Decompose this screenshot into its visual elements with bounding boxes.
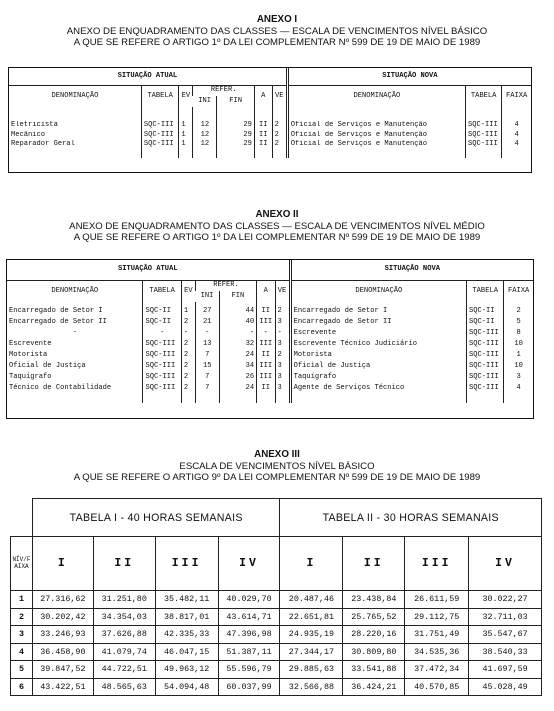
cell-ini: 12 bbox=[193, 121, 217, 131]
cell-ev: 2 bbox=[181, 383, 195, 394]
cell-tabela: SQC-III bbox=[143, 372, 181, 383]
cell-tabela: SQC-III bbox=[143, 383, 181, 394]
cell-value: 43.614,71 bbox=[218, 608, 280, 626]
cell-fin: - bbox=[219, 328, 256, 339]
cell-fin: 29 bbox=[217, 140, 255, 150]
cell-tabela: SQC-III bbox=[141, 131, 179, 141]
cell-value: 31.251,80 bbox=[93, 591, 155, 609]
table-row bbox=[7, 339, 533, 350]
table-row bbox=[7, 361, 533, 372]
cell-ve: 3 bbox=[275, 361, 290, 372]
cell-value: 33.246,93 bbox=[32, 626, 93, 644]
cell-a: II bbox=[257, 350, 275, 361]
anexo2-col-ve: VE bbox=[275, 280, 290, 302]
cell-value: 27.316,62 bbox=[32, 591, 93, 609]
anexo2-situacao-atual: SITUAÇÃO ATUAL bbox=[7, 260, 290, 280]
cell-tabela: SQC-III bbox=[143, 339, 181, 350]
table-row bbox=[9, 121, 531, 131]
anexo1-title: ANEXO I bbox=[256, 14, 298, 25]
corner-niv-faixa: NÍV/FAIXA bbox=[11, 537, 33, 591]
anexo2-col-ntabela: TABELA bbox=[467, 280, 504, 302]
cell-value: 34.354,03 bbox=[93, 608, 155, 626]
cell-ev: 2 bbox=[181, 339, 195, 350]
cell-ve: - bbox=[275, 328, 290, 339]
anexo2-col-tabela: TABELA bbox=[143, 280, 181, 302]
anexo1-col-ini: INI bbox=[198, 96, 212, 105]
cell-faixa: 2 bbox=[504, 306, 533, 317]
anexo3-body bbox=[11, 591, 542, 696]
cell-fin: 26 bbox=[219, 372, 256, 383]
col-header: II bbox=[93, 537, 155, 591]
anexo3-line1: ESCALA DE VENCIMENTOS NÍVEL BÁSICO bbox=[179, 460, 375, 472]
cell-faixa: 3 bbox=[504, 372, 533, 383]
table-row bbox=[11, 608, 542, 626]
cell-ev: - bbox=[181, 328, 195, 339]
cell-value: 49.963,12 bbox=[155, 661, 218, 679]
anexo3-line2: A QUE SE REFERE O ARTIGO 9º DA LEI COMPLEMENTAR Nº 599 DE 19 DE MAIO DE 1989 bbox=[73, 472, 481, 483]
cell-nova-denominacao: Escrevente Técnico Judiciário bbox=[290, 339, 466, 350]
cell-faixa: 10 bbox=[504, 361, 533, 372]
cell-value: 51.387,11 bbox=[218, 643, 280, 661]
cell-value: 38.540,33 bbox=[469, 643, 542, 661]
cell-value: 55.596,79 bbox=[218, 661, 280, 679]
cell-value: 40.570,85 bbox=[405, 678, 469, 696]
cell-nova-denominacao: Motorista bbox=[290, 350, 466, 361]
col-header: I bbox=[280, 537, 343, 591]
cell-fin: 29 bbox=[217, 131, 255, 141]
cell-value: 37.626,88 bbox=[93, 626, 155, 644]
cell-denominacao: Motorista bbox=[9, 350, 48, 359]
anexo1-col-a: A bbox=[254, 85, 272, 107]
anexo1-table bbox=[8, 67, 532, 173]
cell-ev: 1 bbox=[179, 121, 193, 131]
cell-nova-denominacao: Oficial de Serviços e Manutenção bbox=[287, 131, 465, 141]
cell-ev: 2 bbox=[181, 372, 195, 383]
tabela2-header: TABELA II - 30 HORAS SEMANAIS bbox=[280, 499, 542, 537]
cell-a: II bbox=[254, 131, 272, 141]
anexo1-col-ve: VE bbox=[272, 85, 287, 107]
cell-ini: 15 bbox=[195, 361, 219, 372]
cell-value: 23.438,84 bbox=[343, 591, 405, 609]
cell-faixa: 4 bbox=[502, 121, 531, 131]
cell-nova-denominacao: Encarregado de Setor I bbox=[290, 306, 466, 317]
cell-faixa: 4 bbox=[504, 383, 533, 394]
cell-denominacao: Escrevente bbox=[9, 339, 52, 348]
cell-ve: 2 bbox=[275, 350, 290, 361]
table-row bbox=[11, 678, 542, 696]
anexo2-col-ndenominacao: DENOMINAÇÃO bbox=[290, 280, 466, 302]
anexo1-col-denominacao: DENOMINAÇÃO bbox=[51, 91, 99, 100]
cell-ev: 1 bbox=[179, 131, 193, 141]
cell-value: 39.847,52 bbox=[32, 661, 93, 679]
cell-faixa: 5 bbox=[504, 317, 533, 328]
cell-ev: 2 bbox=[181, 350, 195, 361]
cell-faixa: 2 bbox=[11, 608, 33, 626]
cell-a: III bbox=[257, 361, 275, 372]
cell-faixa: 1 bbox=[504, 350, 533, 361]
cell-ini: 21 bbox=[195, 317, 219, 328]
cell-ini: 27 bbox=[195, 306, 219, 317]
table-row bbox=[11, 591, 542, 609]
cell-nova-tabela: SQC-III bbox=[467, 361, 504, 372]
cell-value: 38.817,01 bbox=[155, 608, 218, 626]
cell-ini: 12 bbox=[193, 140, 217, 150]
cell-value: 25.765,52 bbox=[343, 608, 405, 626]
cell-value: 35.482,11 bbox=[155, 591, 218, 609]
table-row bbox=[7, 383, 533, 394]
cell-nova-denominacao: Escrevente bbox=[290, 328, 466, 339]
anexo1-line1: ANEXO DE ENQUADRAMENTO DAS CLASSES — ESCALA DE VENCIMENTOS NÍVEL BÁSICO bbox=[66, 25, 488, 37]
cell-nova-tabela: SQC-III bbox=[467, 339, 504, 350]
anexo1-situacao-nova: SITUAÇÃO NOVA bbox=[287, 68, 531, 85]
cell-value: 47.396,98 bbox=[218, 626, 280, 644]
cell-fin: 44 bbox=[219, 306, 256, 317]
cell-value: 28.220,16 bbox=[343, 626, 405, 644]
anexo1-col-ev: EV bbox=[179, 85, 193, 107]
anexo3-table bbox=[10, 498, 542, 696]
cell-tabela: SQC-II bbox=[143, 306, 181, 317]
table-row bbox=[9, 131, 531, 141]
cell-faixa: 4 bbox=[502, 140, 531, 150]
cell-value: 41.079,74 bbox=[93, 643, 155, 661]
anexo2-col-denominacao: DENOMINAÇÃO bbox=[51, 286, 99, 295]
col-header: IV bbox=[469, 537, 542, 591]
cell-tabela: - bbox=[143, 328, 181, 339]
cell-ve: 3 bbox=[275, 372, 290, 383]
cell-ve: 3 bbox=[275, 339, 290, 350]
anexo1-header bbox=[0, 14, 554, 49]
cell-nova-denominacao: Oficial de Justiça bbox=[290, 361, 466, 372]
cell-value: 36.458,90 bbox=[32, 643, 93, 661]
table-row bbox=[11, 626, 542, 644]
cell-a: II bbox=[257, 306, 275, 317]
cell-faixa: 3 bbox=[11, 626, 33, 644]
cell-fin: 32 bbox=[219, 339, 256, 350]
cell-denominacao: Técnico de Contabilidade bbox=[9, 383, 112, 392]
cell-ve: 2 bbox=[275, 306, 290, 317]
anexo1-col-ndenominacao: DENOMINAÇÃO bbox=[287, 85, 465, 107]
cell-faixa: 10 bbox=[504, 339, 533, 350]
anexo2-situacao-nova: SITUAÇÃO NOVA bbox=[290, 260, 533, 280]
cell-tabela: SQC-III bbox=[143, 361, 181, 372]
table-row bbox=[7, 306, 533, 317]
anexo1-col-fin: FIN bbox=[217, 96, 255, 107]
cell-ve: 2 bbox=[272, 121, 287, 131]
cell-value: 31.751,49 bbox=[405, 626, 469, 644]
cell-denominacao: Eletricista bbox=[11, 121, 58, 129]
cell-ini: 13 bbox=[195, 339, 219, 350]
cell-value: 36.424,21 bbox=[343, 678, 405, 696]
cell-ini: - bbox=[195, 328, 219, 339]
cell-nova-tabela: SQC-III bbox=[467, 328, 504, 339]
anexo2-col-ev: EV bbox=[181, 280, 195, 302]
cell-value: 22.651,81 bbox=[280, 608, 343, 626]
cell-fin: 34 bbox=[219, 361, 256, 372]
cell-value: 33.541,88 bbox=[343, 661, 405, 679]
cell-nova-tabela: SQC-III bbox=[465, 121, 501, 131]
table-row bbox=[11, 643, 542, 661]
cell-nova-tabela: SQC-III bbox=[467, 383, 504, 394]
cell-tabela: SQC-III bbox=[141, 121, 179, 131]
cell-fin: 40 bbox=[219, 317, 256, 328]
cell-denominacao: Mecânico bbox=[11, 130, 46, 139]
cell-value: 45.028,49 bbox=[469, 678, 542, 696]
table-row bbox=[7, 350, 533, 361]
cell-faixa: 4 bbox=[11, 643, 33, 661]
cell-value: 40.029,70 bbox=[218, 591, 280, 609]
cell-value: 24.935,19 bbox=[280, 626, 343, 644]
cell-denominacao: Encarregado de Setor I bbox=[9, 306, 103, 315]
cell-nova-denominacao: Oficial de Serviços e Manutenção bbox=[287, 140, 465, 150]
anexo2-col-fin: FIN bbox=[219, 291, 256, 302]
cell-tabela: SQC-II bbox=[143, 317, 181, 328]
anexo1-situacao-atual: SITUAÇÃO ATUAL bbox=[9, 68, 287, 85]
cell-value: 37.472,34 bbox=[405, 661, 469, 679]
anexo3-title: ANEXO III bbox=[254, 449, 300, 460]
cell-value: 48.565,63 bbox=[93, 678, 155, 696]
cell-nova-tabela: SQC-II bbox=[467, 317, 504, 328]
cell-value: 29.112,75 bbox=[405, 608, 469, 626]
cell-tabela: SQC-III bbox=[143, 350, 181, 361]
cell-ve: 3 bbox=[275, 317, 290, 328]
cell-nova-tabela: SQC-III bbox=[467, 372, 504, 383]
anexo1-line2: A QUE SE REFERE O ARTIGO 1º DA LEI COMPLEMENTAR Nº 599 DE 19 DE MAIO DE 1989 bbox=[73, 37, 481, 48]
anexo2-line2: A QUE SE REFERE O ARTIGO 1º DA LEI COMPLEMENTAR Nº 599 DE 19 DE MAIO DE 1989 bbox=[73, 232, 481, 243]
cell-nova-tabela: SQC-III bbox=[467, 350, 504, 361]
cell-value: 42.335,33 bbox=[155, 626, 218, 644]
cell-a: - bbox=[257, 328, 275, 339]
cell-value: 30.202,42 bbox=[32, 608, 93, 626]
col-header: II bbox=[343, 537, 405, 591]
col-header: IV bbox=[218, 537, 280, 591]
anexo2-table bbox=[6, 259, 534, 419]
cell-fin: 29 bbox=[217, 121, 255, 131]
cell-value: 27.344,17 bbox=[280, 643, 343, 661]
cell-value: 32.566,88 bbox=[280, 678, 343, 696]
cell-value: 35.547,67 bbox=[469, 626, 542, 644]
table-row bbox=[7, 317, 533, 328]
cell-tabela: SQC-III bbox=[141, 140, 179, 150]
anexo1-col-tabela: TABELA bbox=[141, 85, 179, 107]
anexo1-col-refer: REFER. bbox=[193, 85, 254, 96]
cell-a: II bbox=[254, 140, 272, 150]
cell-nova-tabela: SQC-II bbox=[467, 306, 504, 317]
cell-ini: 7 bbox=[195, 372, 219, 383]
col-header: III bbox=[155, 537, 218, 591]
cell-a: II bbox=[257, 383, 275, 394]
cell-ve: 2 bbox=[272, 140, 287, 150]
cell-nova-denominacao: Oficial de Serviços e Manutenção bbox=[287, 121, 465, 131]
table-row bbox=[9, 140, 531, 150]
anexo3-header bbox=[0, 449, 554, 484]
cell-value: 30.809,80 bbox=[343, 643, 405, 661]
cell-nova-denominacao: Encarregado de Setor II bbox=[290, 317, 466, 328]
cell-a: III bbox=[257, 372, 275, 383]
cell-value: 41.697,59 bbox=[469, 661, 542, 679]
anexo2-header bbox=[0, 209, 554, 244]
cell-ini: 7 bbox=[195, 383, 219, 394]
cell-value: 29.885,63 bbox=[280, 661, 343, 679]
cell-value: 20.487,46 bbox=[280, 591, 343, 609]
cell-ev: 2 bbox=[181, 361, 195, 372]
anexo2-col-faixa: FAIXA bbox=[504, 280, 533, 302]
cell-ini: 7 bbox=[195, 350, 219, 361]
cell-value: 43.422,51 bbox=[32, 678, 93, 696]
cell-faixa: 5 bbox=[11, 661, 33, 679]
tabela1-header: TABELA I - 40 HORAS SEMANAIS bbox=[32, 499, 280, 537]
anexo2-line1: ANEXO DE ENQUADRAMENTO DAS CLASSES — ESCALA DE VENCIMENTOS NÍVEL MÉDIO bbox=[69, 220, 485, 232]
cell-faixa: 8 bbox=[504, 328, 533, 339]
anexo2-title: ANEXO II bbox=[255, 209, 299, 220]
cell-nova-denominacao: Taquígrafo bbox=[290, 372, 466, 383]
cell-ini: 12 bbox=[193, 131, 217, 141]
anexo2-col-ini: INI bbox=[200, 291, 214, 300]
cell-ev: 2 bbox=[181, 317, 195, 328]
anexo1-col-ntabela: TABELA bbox=[465, 85, 501, 107]
anexo2-col-a: A bbox=[257, 280, 275, 302]
col-header: III bbox=[405, 537, 469, 591]
cell-ev: 1 bbox=[179, 140, 193, 150]
cell-value: 32.711,03 bbox=[469, 608, 542, 626]
cell-value: 54.094,48 bbox=[155, 678, 218, 696]
cell-denominacao: Taquígrafo bbox=[9, 372, 52, 381]
cell-nova-denominacao: Agente de Serviços Técnico bbox=[290, 383, 466, 394]
cell-value: 44.722,51 bbox=[93, 661, 155, 679]
cell-value: 60.037,99 bbox=[218, 678, 280, 696]
table-row bbox=[7, 328, 533, 339]
cell-ve: 2 bbox=[272, 131, 287, 141]
col-header: I bbox=[32, 537, 93, 591]
anexo1-col-faixa: FAIXA bbox=[502, 85, 531, 107]
cell-value: 46.047,15 bbox=[155, 643, 218, 661]
cell-denominacao: Encarregado de Setor II bbox=[9, 317, 107, 326]
cell-denominacao: Reparador Geral bbox=[11, 140, 75, 148]
cell-fin: 24 bbox=[219, 383, 256, 394]
anexo2-col-refer: REFER. bbox=[195, 280, 256, 291]
cell-denominacao: Oficial de Justiça bbox=[9, 361, 86, 370]
table-row bbox=[7, 372, 533, 383]
cell-value: 26.611,59 bbox=[405, 591, 469, 609]
cell-faixa: 6 bbox=[11, 678, 33, 696]
cell-denominacao: - bbox=[72, 328, 77, 337]
table-row bbox=[11, 661, 542, 679]
cell-value: 30.022,27 bbox=[469, 591, 542, 609]
cell-faixa: 4 bbox=[502, 131, 531, 141]
cell-ev: 1 bbox=[181, 306, 195, 317]
cell-nova-tabela: SQC-III bbox=[465, 140, 501, 150]
cell-a: III bbox=[257, 339, 275, 350]
cell-value: 34.535,36 bbox=[405, 643, 469, 661]
cell-fin: 24 bbox=[219, 350, 256, 361]
cell-a: II bbox=[254, 121, 272, 131]
cell-nova-tabela: SQC-III bbox=[465, 131, 501, 141]
cell-faixa: 1 bbox=[11, 591, 33, 609]
cell-ve: 3 bbox=[275, 383, 290, 394]
cell-a: III bbox=[257, 317, 275, 328]
